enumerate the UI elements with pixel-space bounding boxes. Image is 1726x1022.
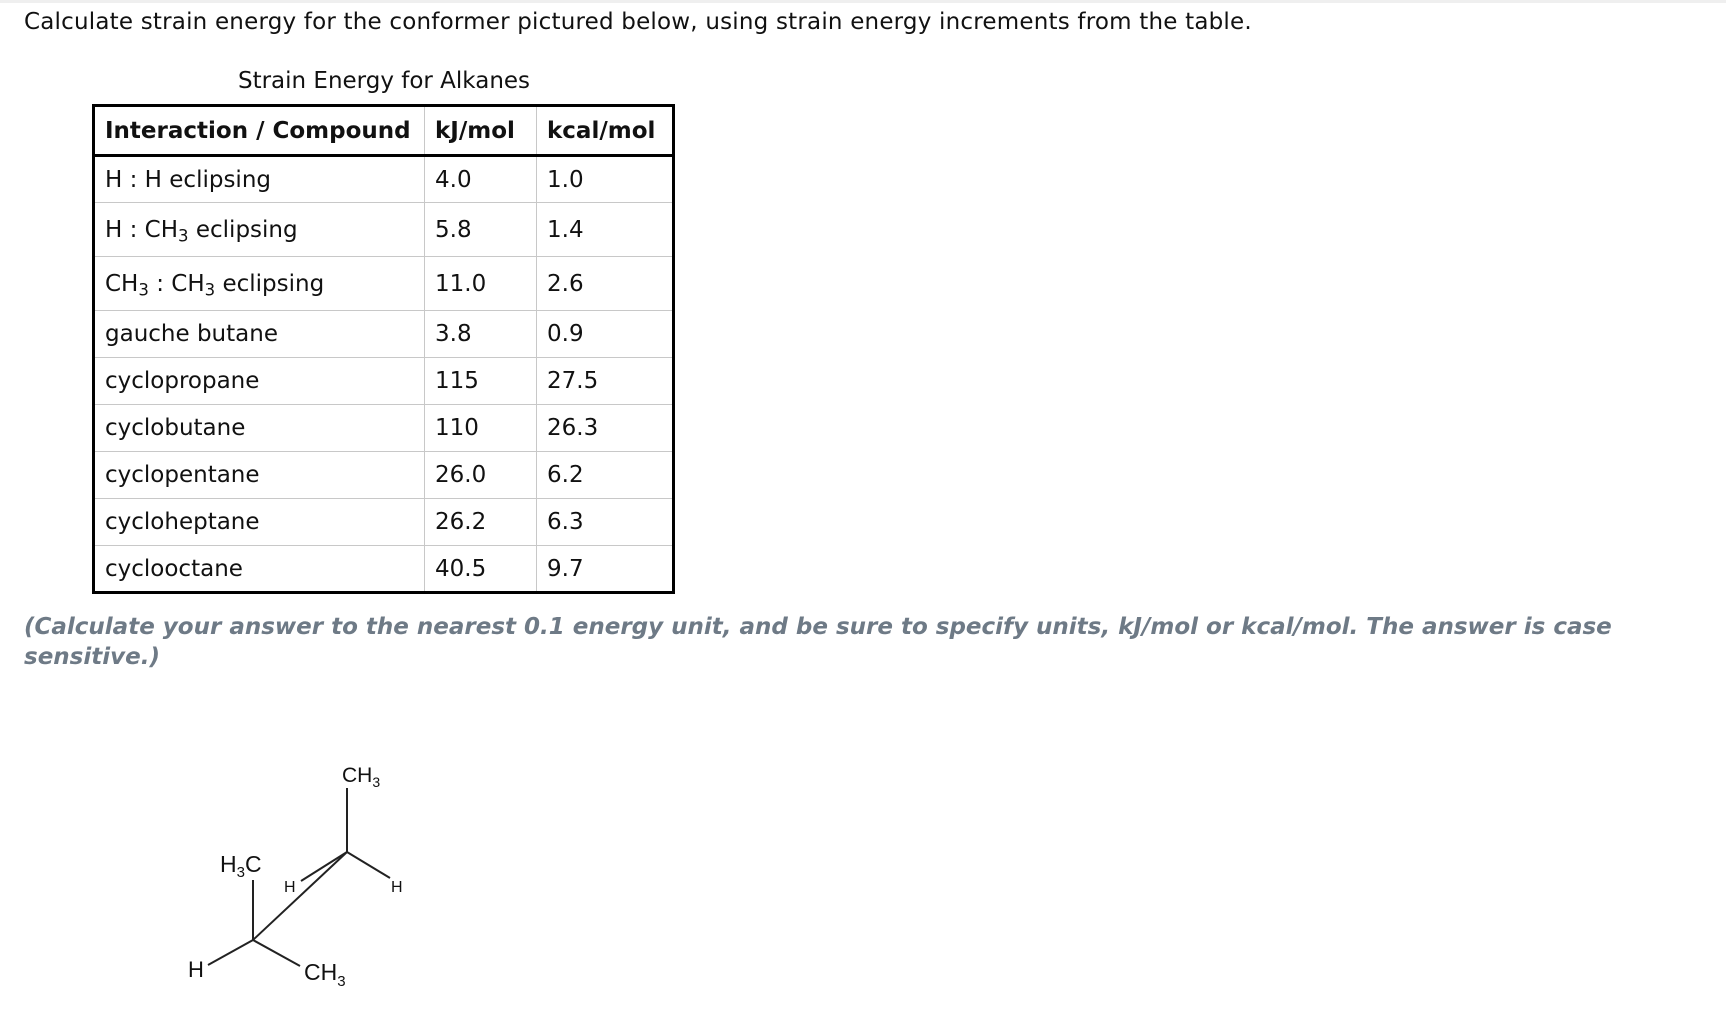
table-row (94, 311, 674, 358)
question-text: Calculate strain energy for the conformer pictured below, using strain energy increments from the table. (24, 9, 1252, 35)
bond-back-h-left (301, 852, 347, 881)
header-interaction: Interaction / Compound (94, 106, 425, 156)
row-interaction: gauche butane (94, 311, 425, 358)
strain-energy-table (92, 104, 675, 594)
row-kj: 5.8 (425, 203, 537, 257)
row-kcal: 26.3 (537, 405, 674, 452)
row-interaction: cyclooctane (94, 546, 425, 593)
row-kcal: 1.4 (537, 203, 674, 257)
bond-front-h (208, 940, 253, 965)
table-row (94, 546, 674, 593)
row-kcal: 6.3 (537, 499, 674, 546)
row-interaction: H : $CH_3$ eclipsing (94, 203, 425, 257)
table-row (94, 452, 674, 499)
row-kcal: 2.6 (537, 257, 674, 311)
atom-back-h-right: H (391, 879, 403, 896)
table-row (94, 499, 674, 546)
row-kj: 26.2 (425, 499, 537, 546)
top-divider (0, 0, 1726, 3)
atom-front-h: H (188, 957, 204, 982)
row-kj: 110 (425, 405, 537, 452)
header-kj: kJ/mol (425, 106, 537, 156)
row-interaction: cyclopentane (94, 452, 425, 499)
row-kcal: 1.0 (537, 156, 674, 203)
row-interaction: cyclopropane (94, 358, 425, 405)
table-header-row (94, 106, 674, 156)
row-interaction: H : H eclipsing (94, 156, 425, 203)
instruction-note: (Calculate your answer to the nearest 0.1 energy unit, and be sure to specify units, kJ/mol or kcal/mol. The answer is case sensitive.) (24, 614, 1612, 670)
bond-back-h-right (347, 852, 390, 878)
row-kj: 115 (425, 358, 537, 405)
table-caption: Strain Energy for Alkanes (237, 68, 531, 94)
header-kcal: kcal/mol (537, 106, 674, 156)
table-row (94, 405, 674, 452)
row-kcal: 0.9 (537, 311, 674, 358)
table-row (94, 156, 674, 203)
atom-bottom-ch3: $CH_3$ (304, 959, 346, 990)
row-interaction: cycloheptane (94, 499, 425, 546)
row-kcal: 6.2 (537, 452, 674, 499)
conformer-structure (160, 750, 460, 1010)
bond-c-c (253, 852, 347, 940)
row-interaction: cyclobutane (94, 405, 425, 452)
row-kj: 40.5 (425, 546, 537, 593)
atom-top-ch3: $CH_3$ (342, 764, 381, 790)
row-kcal: 9.7 (547, 555, 584, 582)
table-row (94, 358, 674, 405)
table-row (94, 203, 674, 257)
row-kj: 4.0 (425, 156, 537, 203)
row-kj: 3.8 (425, 311, 537, 358)
table-row (94, 257, 674, 311)
table-body (94, 156, 674, 593)
atom-left-h3c: $H_3C$ (220, 851, 262, 881)
bond-front-ch3 (253, 940, 300, 966)
row-kj: 26.0 (425, 452, 537, 499)
row-kj: 11.0 (425, 257, 537, 311)
atom-back-h-left: H (284, 879, 296, 896)
row-interaction: $CH_3$ : $CH_3$ eclipsing (94, 257, 425, 311)
row-kcal: 27.5 (537, 358, 674, 405)
